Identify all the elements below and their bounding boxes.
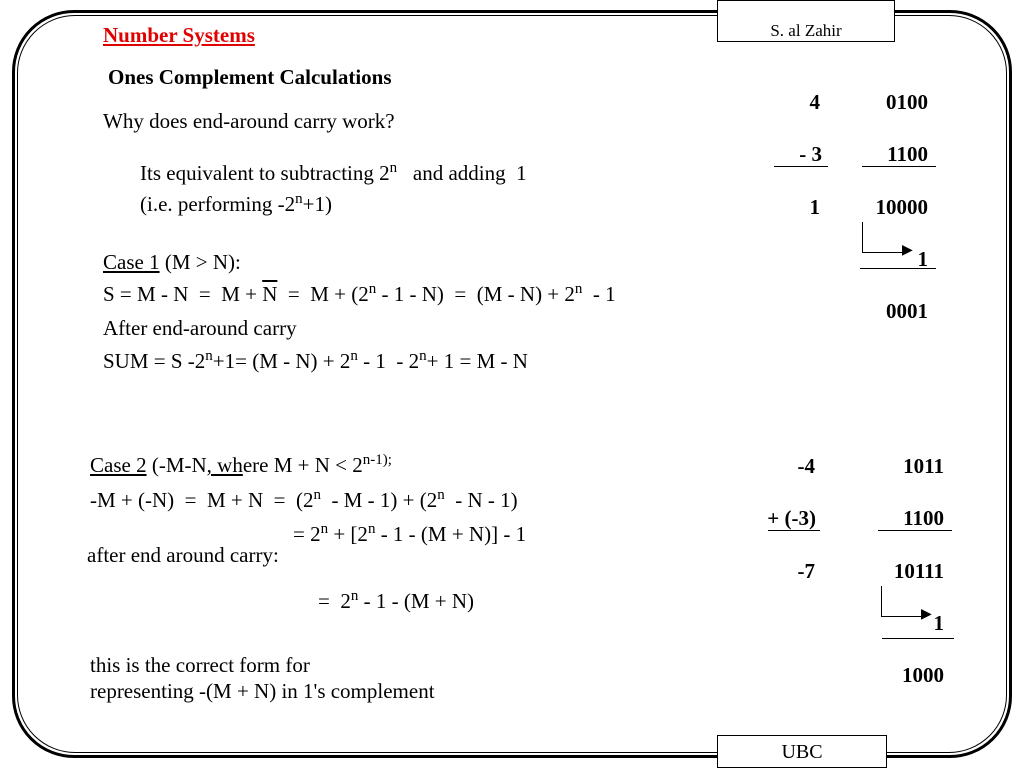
ex1-decimal: - 3 <box>799 142 822 166</box>
ex2-binary: 1100 <box>903 506 944 530</box>
case2-heading: Case 2 (-M-N, where $M + N < 2^{n-1);}$ <box>90 452 392 477</box>
ex1-decimal: 4 <box>809 90 820 114</box>
ex2-binary: 1011 <box>903 454 944 478</box>
page-title: Ones Complement Calculations <box>108 65 392 89</box>
ex2-binary-rule <box>878 530 952 531</box>
case2-expr-2: = $2^n + [2^n - 1 - (M + N)] - 1$ <box>293 521 527 546</box>
ex2-carry-line <box>881 586 882 616</box>
ex1-binary: 0100 <box>886 90 928 114</box>
ex2-decimal: -7 <box>797 559 815 583</box>
author-box <box>717 0 895 42</box>
ex2-decimal: -4 <box>797 454 815 478</box>
case2-after: after end around carry: <box>87 543 279 567</box>
ex1-decimal: 1 <box>809 195 820 219</box>
case2-note-1: this is the correct form for <box>90 653 310 677</box>
intro-line-2: (i.e. performing $-2^n+1$) <box>140 191 332 216</box>
ex1-carry-arrow-icon: ▶ <box>902 243 913 258</box>
case1-after: After end-around carry <box>103 316 297 340</box>
ex1-binary: 1100 <box>887 142 928 166</box>
case2-expr-3: = 2$^n$ - 1 - (M + N) <box>318 588 474 613</box>
topic-title: Number Systems <box>103 23 255 47</box>
case1-result: SUM = S $-2^n+1= (M - N) + 2^n - 1 - 2^n+ 1 = M - N$ <box>103 348 528 373</box>
intro-line-1: Its equivalent to subtracting 2$^n$ and adding 1 <box>140 160 527 185</box>
ex2-carry-arrow-icon: ▶ <box>921 607 932 622</box>
ex2-carry-rule <box>882 638 954 639</box>
question-text: Why does end-around carry work? <box>103 109 395 133</box>
ex1-carry-line <box>862 222 863 252</box>
ex2-decimal-rule <box>768 530 820 531</box>
ex1-carry-rule <box>860 268 936 269</box>
case2-expr-1: $-M + (-N) = M + N = (2^n - M - 1) + (2^n - N - 1)$ <box>90 487 518 512</box>
ex2-binary: 10111 <box>893 559 944 583</box>
ex1-binary: 1 <box>917 247 928 271</box>
case2-note-2: representing -(M + N) in 1's complement <box>90 679 435 703</box>
footer-label: UBC <box>781 741 823 763</box>
ex2-binary: 1000 <box>902 663 944 687</box>
case1-sum-expr: $S = M - N = M + \overline{N} = M + (2^n - 1 - N) = (M - N) + 2^n - 1$ <box>103 281 616 306</box>
ex2-decimal: + (-3) <box>767 506 816 530</box>
ex1-binary: 10000 <box>875 195 928 219</box>
footer-box <box>717 735 887 768</box>
ex1-decimal-rule <box>774 166 828 167</box>
author-name: S. al Zahir <box>770 21 842 40</box>
case1-heading: Case 1 (M > N): <box>103 250 241 274</box>
ex2-binary: 1 <box>933 611 944 635</box>
ex1-binary: 0001 <box>886 299 928 323</box>
ex1-binary-rule <box>862 166 936 167</box>
